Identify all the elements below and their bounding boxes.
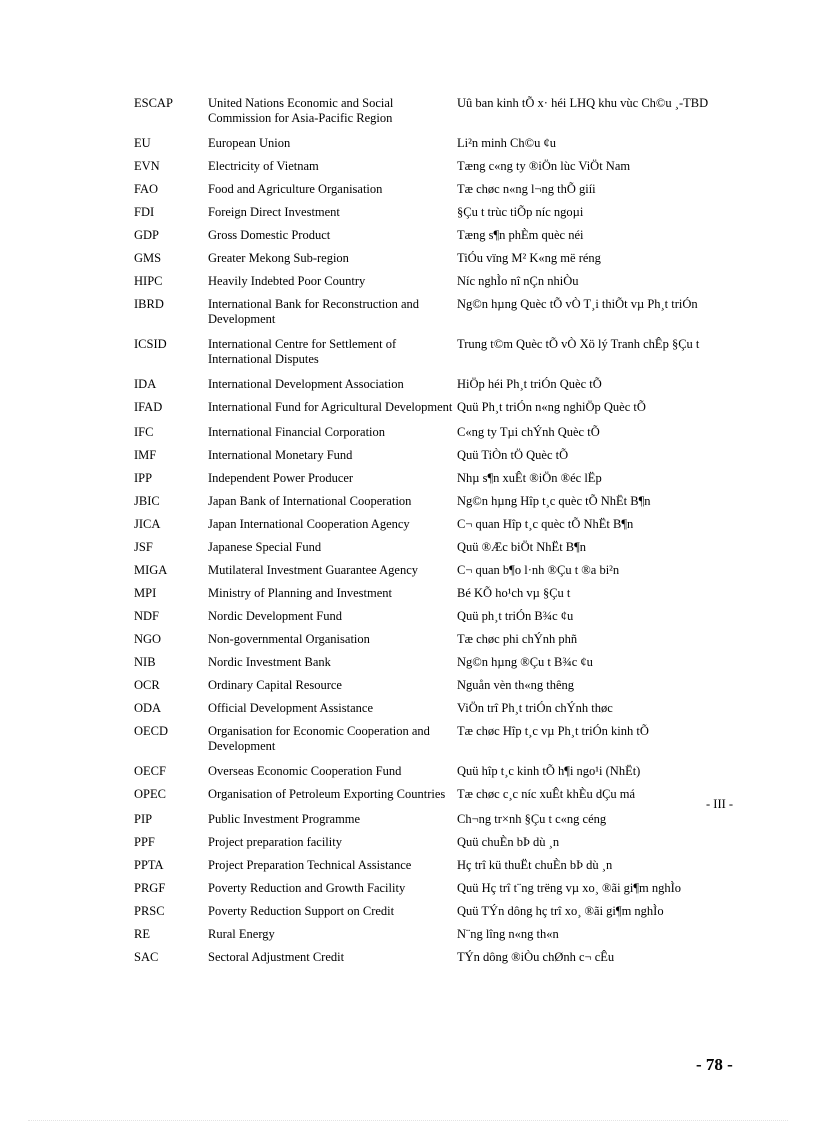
english-term: Organisation for Economic Cooperation and Development [208, 724, 430, 753]
abbreviation-row [134, 540, 734, 563]
abbreviation-code: MPI [134, 586, 157, 600]
vietnamese-term: C«ng ty Tµi chÝnh Quèc tÕ [457, 425, 600, 439]
abbreviation-row [134, 377, 734, 400]
abbreviation-code: ODA [134, 701, 162, 715]
english-term: Poverty Reduction Support on Credit [208, 904, 395, 918]
abbreviation-row [134, 337, 734, 377]
abbreviation-code: IFAD [134, 400, 163, 414]
abbreviation-code: OECF [134, 764, 166, 778]
abbreviation-code: NGO [134, 632, 162, 646]
abbreviation-code: OCR [134, 678, 160, 692]
abbreviation-row [134, 517, 734, 540]
abbreviation-row [134, 632, 734, 655]
vietnamese-term: Hç trî kü thuËt chuÈn bÞ dù ¸n [457, 858, 613, 872]
abbreviation-row [134, 950, 734, 973]
vietnamese-term: Tæng c«ng ty ®iÖn lùc ViÖt Nam [457, 159, 631, 173]
abbreviation-table [134, 96, 734, 973]
english-term: Heavily Indebted Poor Country [208, 274, 366, 288]
vietnamese-term: TiÓu vïng M² K«ng më réng [457, 251, 601, 265]
vietnamese-term: Quü ®Æc biÖt NhËt B¶n [457, 540, 587, 554]
english-term: Japan Bank of International Cooperation [208, 494, 412, 508]
vietnamese-term: Tæ chøc phi chÝnh phñ [457, 632, 578, 646]
abbreviation-row [134, 448, 734, 471]
vietnamese-term: Ng©n hµng Quèc tÕ vÒ T¸i thiÕt vµ Ph¸t triÓn [457, 297, 698, 311]
vietnamese-term: N¨ng lîng n«ng th«n [457, 927, 559, 941]
abbreviation-row [134, 764, 734, 787]
english-term: Japanese Special Fund [208, 540, 322, 554]
vietnamese-term: Quü TÝn dông hç trî xo¸ ®ãi gi¶m nghÌo [457, 904, 664, 918]
vietnamese-term: Ng©n hµng Hîp t¸c quèc tÕ NhËt B¶n [457, 494, 651, 508]
english-term: Nordic Investment Bank [208, 655, 331, 669]
abbreviation-row [134, 701, 734, 724]
english-term: Official Development Assistance [208, 701, 374, 715]
abbreviation-row [134, 655, 734, 678]
abbreviation-row [134, 96, 734, 136]
abbreviation-row [134, 205, 734, 228]
abbreviation-row [134, 812, 734, 835]
abbreviation-code: FAO [134, 182, 159, 196]
vietnamese-term: Tæ chøc c¸c níc xuÊt khÈu dÇu má [457, 787, 636, 801]
english-term: Ordinary Capital Resource [208, 678, 342, 692]
abbreviation-table-body [134, 96, 734, 973]
abbreviation-row [134, 586, 734, 609]
vietnamese-term: Quü hîp t¸c kinh tÕ h¶i ngo¹i (NhËt) [457, 764, 641, 778]
vietnamese-term: Uû ban kinh tÕ x· héi LHQ khu vùc Ch©u ¸-TBD [457, 96, 709, 110]
english-term: International Financial Corporation [208, 425, 386, 439]
abbreviation-code: PIP [134, 812, 153, 826]
abbreviation-row [134, 927, 734, 950]
abbreviation-row [134, 835, 734, 858]
abbreviation-row [134, 274, 734, 297]
vietnamese-term: Tæ chøc n«ng l¬ng thÕ giíi [457, 182, 596, 196]
abbreviation-code: IMF [134, 448, 157, 462]
abbreviation-code: NDF [134, 609, 160, 623]
abbreviation-row [134, 494, 734, 517]
abbreviation-row [134, 471, 734, 494]
vietnamese-term: Quü chuÈn bÞ dù ¸n [457, 835, 560, 849]
abbreviation-row [134, 159, 734, 182]
vietnamese-term: Tæ chøc Hîp t¸c vµ Ph¸t triÓn kinh tÕ [457, 724, 649, 738]
vietnamese-term: Trung t©m Quèc tÕ vÒ Xö lý Tranh chÊp §Çu t [457, 337, 700, 351]
english-term: International Development Association [208, 377, 404, 391]
english-term: Ministry of Planning and Investment [208, 586, 393, 600]
page-number: - 78 - [696, 1055, 733, 1074]
abbreviation-row [134, 858, 734, 881]
english-term: Rural Energy [208, 927, 275, 941]
vietnamese-term: C¬ quan Hîp t¸c quèc tÕ NhËt B¶n [457, 517, 634, 531]
english-term: Electricity of Vietnam [208, 159, 319, 173]
vietnamese-term: C¬ quan b¶o l·nh ®Çu t ®a bi²n [457, 563, 620, 577]
abbreviation-code: IDA [134, 377, 157, 391]
abbreviation-code: EU [134, 136, 151, 150]
abbreviation-code: IPP [134, 471, 153, 485]
abbreviation-code: HIPC [134, 274, 163, 288]
abbreviation-code: GDP [134, 228, 160, 242]
abbreviation-code: PPF [134, 835, 155, 849]
abbreviation-code: JSF [134, 540, 153, 554]
vietnamese-term: Quü TiÒn tÖ Quèc tÕ [457, 448, 569, 462]
vietnamese-term: HiÖp héi Ph¸t triÓn Quèc tÕ [457, 377, 602, 391]
english-term: Foreign Direct Investment [208, 205, 340, 219]
vietnamese-term: §Çu t trùc tiÕp níc ngoµi [457, 205, 584, 219]
section-marker: - III - [706, 797, 734, 811]
vietnamese-term: Li²n minh Ch©u ¢u [457, 136, 557, 150]
abbreviation-code: ICSID [134, 337, 167, 351]
vietnamese-term: Bé KÕ ho¹ch vµ §Çu t [457, 586, 571, 600]
vietnamese-term: Tæng s¶n phÈm quèc néi [457, 228, 584, 242]
abbreviation-row [134, 228, 734, 251]
bottom-dotted-rule [28, 1120, 788, 1121]
english-term: Overseas Economic Cooperation Fund [208, 764, 402, 778]
english-term: Poverty Reduction and Growth Facility [208, 881, 406, 895]
vietnamese-term: ViÖn trî Ph¸t triÓn chÝnh thøc [457, 701, 613, 715]
english-term: Greater Mekong Sub-region [208, 251, 349, 265]
english-term: Non-governmental Organisation [208, 632, 370, 646]
english-term: Project Preparation Technical Assistance [208, 858, 412, 872]
abbreviation-code: PPTA [134, 858, 164, 872]
abbreviation-code: RE [134, 927, 150, 941]
abbreviation-row [134, 881, 734, 904]
english-term: Project preparation facility [208, 835, 342, 849]
english-term: European Union [208, 136, 291, 150]
abbreviation-row [134, 182, 734, 205]
english-term: International Centre for Settlement of International Disputes [208, 337, 397, 366]
abbreviation-code: NIB [134, 655, 156, 669]
abbreviation-row [134, 904, 734, 927]
abbreviation-row [134, 251, 734, 274]
abbreviation-code: PRSC [134, 904, 165, 918]
abbreviation-code: GMS [134, 251, 162, 265]
abbreviation-row [134, 297, 734, 337]
vietnamese-term: Quü Ph¸t triÓn n«ng nghiÖp Quèc tÕ [457, 400, 646, 414]
vietnamese-term: Ch¬ng tr×nh §Çu t c«ng céng [457, 812, 607, 826]
abbreviation-row [134, 400, 734, 425]
abbreviation-row [134, 425, 734, 448]
english-term: Independent Power Producer [208, 471, 354, 485]
abbreviation-code: SAC [134, 950, 159, 964]
english-term: United Nations Economic and Social Commission for Asia-Pacific Region [208, 96, 394, 125]
abbreviation-code: FDI [134, 205, 155, 219]
english-term: International Bank for Reconstruction and Development [208, 297, 420, 326]
english-term: International Monetary Fund [208, 448, 353, 462]
abbreviation-code: PRGF [134, 881, 166, 895]
abbreviation-code: OPEC [134, 787, 166, 801]
abbreviation-code: OECD [134, 724, 169, 738]
vietnamese-term: Quü Hç trî t¨ng trëng vµ xo¸ ®ãi gi¶m nghÌo [457, 881, 682, 895]
vietnamese-term: Níc nghÌo nî nÇn nhiÒu [457, 274, 579, 288]
vietnamese-term: Nhµ s¶n xuÊt ®iÖn ®éc lËp [457, 471, 602, 485]
abbreviation-code: MIGA [134, 563, 168, 577]
english-term: Japan International Cooperation Agency [208, 517, 410, 531]
abbreviation-row [134, 609, 734, 632]
english-term: Mutilateral Investment Guarantee Agency [208, 563, 418, 577]
abbreviation-code: EVN [134, 159, 160, 173]
english-term: Food and Agriculture Organisation [208, 182, 383, 196]
abbreviation-code: ESCAP [134, 96, 173, 110]
abbreviation-row [134, 787, 734, 812]
abbreviation-code: IBRD [134, 297, 164, 311]
english-term: International Fund for Agricultural Development [208, 400, 453, 414]
abbreviation-row [134, 563, 734, 586]
abbreviation-row [134, 136, 734, 159]
vietnamese-term: Quü ph¸t triÓn B¾c ¢u [457, 609, 574, 623]
english-term: Gross Domestic Product [208, 228, 331, 242]
vietnamese-term: TÝn dông ®iÒu chØnh c¬ cÊu [457, 950, 615, 964]
english-term: Organisation of Petroleum Exporting Countries [208, 787, 446, 801]
abbreviation-row [134, 724, 734, 764]
abbreviation-code: JICA [134, 517, 161, 531]
english-term: Nordic Development Fund [208, 609, 343, 623]
english-term: Public Investment Programme [208, 812, 361, 826]
vietnamese-term: Ng©n hµng ®Çu t B¾c ¢u [457, 655, 593, 669]
abbreviation-row [134, 678, 734, 701]
vietnamese-term: Nguån vèn th«ng thêng [457, 678, 574, 692]
english-term: Sectoral Adjustment Credit [208, 950, 345, 964]
abbreviation-code: JBIC [134, 494, 160, 508]
abbreviation-code: IFC [134, 425, 154, 439]
